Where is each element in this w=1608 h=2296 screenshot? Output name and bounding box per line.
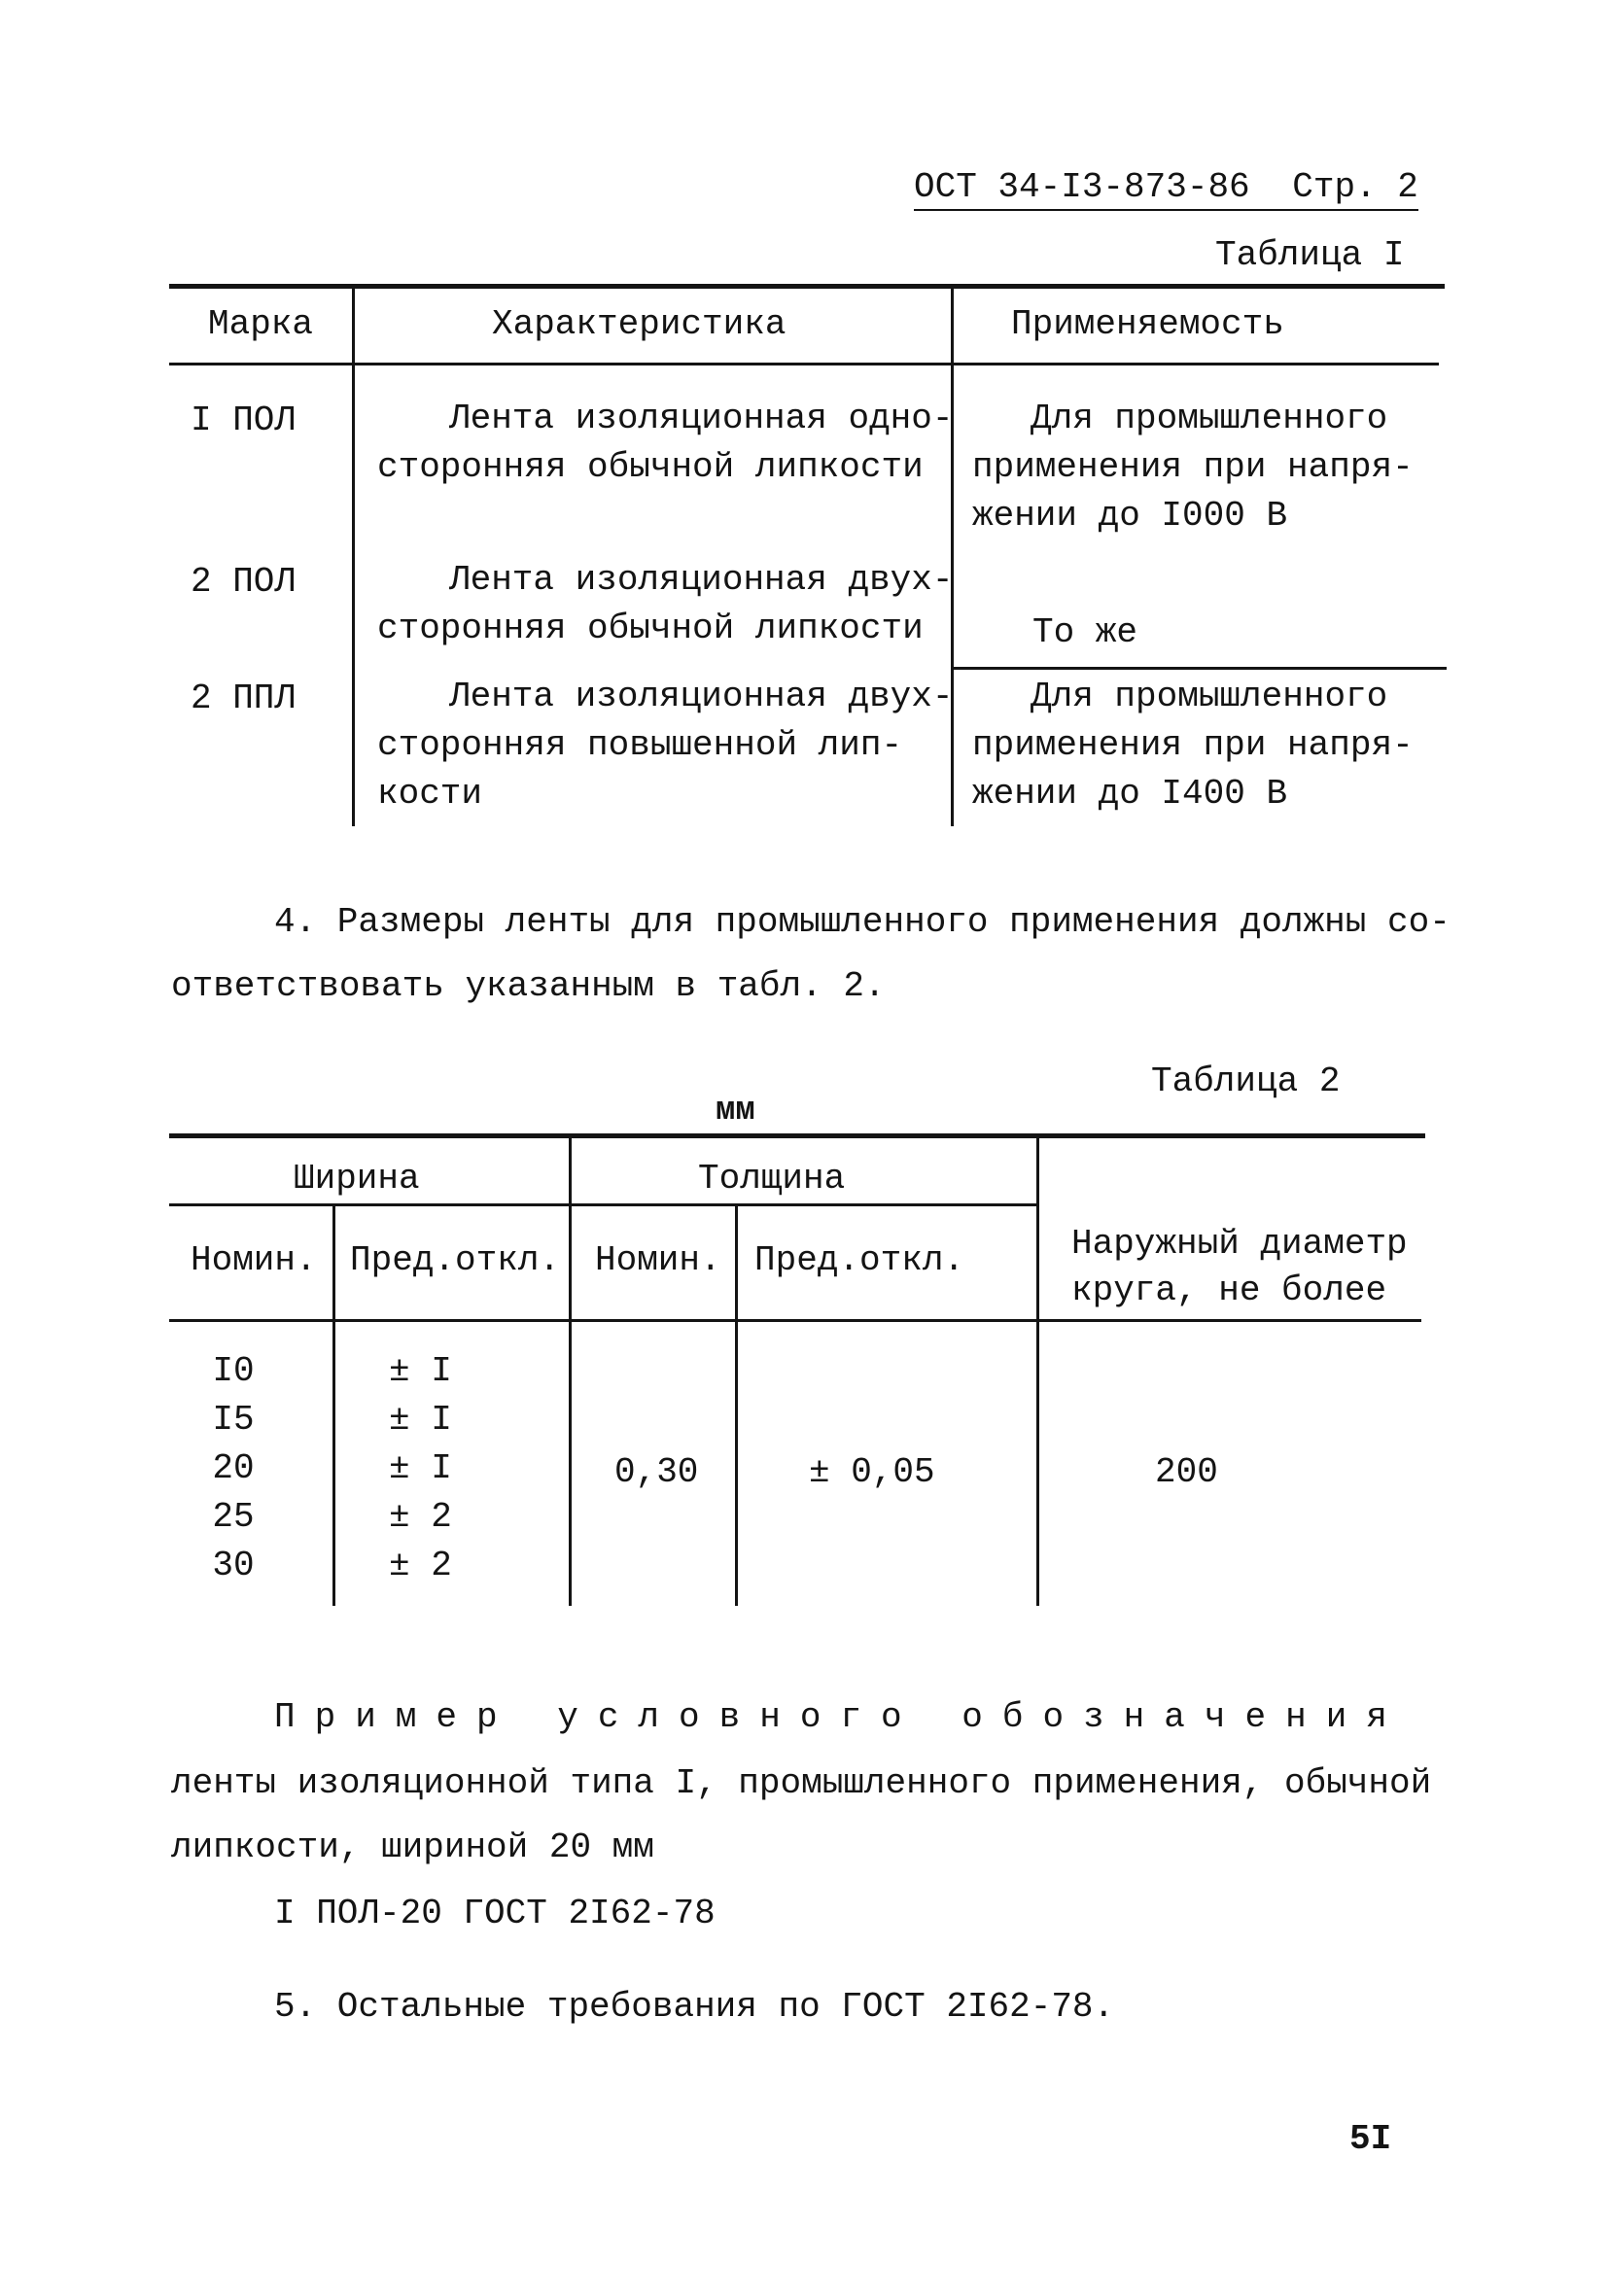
width-tolerance-value: ± I (389, 1400, 452, 1440)
page-ref: Стр. 2 (1292, 167, 1418, 207)
width-tolerance-value: ± 2 (389, 1546, 452, 1585)
table1-mark-2: 2 ПОЛ (191, 562, 297, 602)
width-tolerance-value: ± I (389, 1351, 452, 1391)
text-line: Лента изоляционная двух- (449, 677, 954, 716)
text-line: кости (377, 774, 483, 814)
table2-thickness-tolerance: ± 0,05 (809, 1452, 935, 1492)
width-nominal-value: I5 (212, 1400, 255, 1440)
table1-use-3 (972, 673, 1414, 818)
text-line: применения при напря- (972, 725, 1414, 765)
table1-top-rule (169, 284, 1445, 289)
table1-caption: Таблица I (1215, 235, 1405, 275)
table2-unit: мм (716, 1093, 755, 1130)
table2-thickness-nominal: 0,30 (614, 1452, 699, 1492)
document-reference (914, 167, 1418, 211)
text-line: сторонняя повышенной лип- (377, 725, 903, 765)
table2-outer-diameter-value: 200 (1155, 1452, 1218, 1492)
text-line: круга, не более (1071, 1270, 1387, 1310)
table2-col-width-nominal: Номин. (191, 1240, 317, 1280)
text-line: Для промышленного (1031, 677, 1388, 716)
table2-top-rule (169, 1133, 1425, 1138)
width-nominal-value: I0 (212, 1351, 255, 1391)
table2-caption: Таблица 2 (1151, 1061, 1341, 1101)
table2-header-rule (169, 1319, 1421, 1322)
text-line: Для промышленного (1031, 399, 1388, 438)
table2-group-rule (169, 1203, 1038, 1206)
table1-char-2 (377, 556, 953, 653)
table2-col-divider-4 (1036, 1138, 1039, 1606)
text-line: Наружный диаметр (1071, 1224, 1408, 1264)
table1-mark-3: 2 ППЛ (191, 678, 297, 718)
width-nominal-value: 25 (212, 1497, 255, 1537)
table1-col-characteristic: Характеристика (492, 304, 787, 344)
text-line: сторонняя обычной липкости (377, 609, 924, 648)
table2-col-thickness-nominal: Номин. (595, 1240, 721, 1280)
doc-code: ОСТ 34-I3-873-86 (914, 167, 1250, 207)
table1-col-divider-1 (352, 289, 355, 826)
table1-col-applicability: Применяемость (1011, 304, 1284, 344)
width-nominal-value: 30 (212, 1546, 255, 1585)
paragraph-5: 5. Остальные требования по ГОСТ 2I62-78. (274, 1987, 1115, 2027)
table1-row-rule (953, 667, 1447, 670)
example-line-2: липкости, шириной 20 мм (171, 1827, 654, 1867)
width-nominal-value: 20 (212, 1448, 255, 1488)
page-number: 5I (1349, 2119, 1392, 2159)
table1-mark-1: I ПОЛ (191, 400, 297, 440)
example-line-1: ленты изоляционной типа I, промышленного применения, обычной (171, 1763, 1432, 1803)
table2-col-divider-1 (332, 1205, 335, 1606)
table2-group-thickness: Толщина (698, 1159, 846, 1199)
table2-col-thickness-tolerance: Пред.откл. (754, 1240, 965, 1280)
text-line: жении до I000 В (972, 496, 1288, 536)
table2-col-outer-diameter (1071, 1221, 1408, 1314)
example-designation: I ПОЛ-20 ГОСТ 2I62-78 (274, 1894, 716, 1933)
table2-width-tolerance-values (389, 1347, 452, 1590)
width-tolerance-value: ± I (389, 1448, 452, 1488)
table1-header-rule (169, 363, 1439, 365)
text-line: применения при напря- (972, 447, 1414, 487)
paragraph-4-line-1: 4. Размеры ленты для промышленного применения должны со- (274, 902, 1451, 942)
text-line: Лента изоляционная одно- (449, 399, 954, 438)
table2-col-width-tolerance: Пред.откл. (350, 1240, 561, 1280)
text-line: Лента изоляционная двух- (449, 560, 954, 600)
table2-col-divider-3 (735, 1205, 738, 1606)
example-heading: Пример условного обозначения (274, 1697, 1407, 1737)
paragraph-4-line-2: ответствовать указанным в табл. 2. (171, 966, 886, 1006)
table2-width-nominal-values (185, 1347, 282, 1590)
text-line: сторонняя обычной липкости (377, 447, 924, 487)
table2-col-divider-2 (569, 1138, 572, 1606)
text-line: жении до I400 В (972, 774, 1288, 814)
table1-col-mark: Марка (208, 304, 314, 344)
width-tolerance-value: ± 2 (389, 1497, 452, 1537)
table1-char-1 (377, 395, 953, 492)
table2-group-width: Ширина (294, 1159, 420, 1199)
table1-use-1 (972, 395, 1414, 540)
table1-use-2: То же (1032, 612, 1138, 652)
table1-char-3 (377, 673, 953, 818)
